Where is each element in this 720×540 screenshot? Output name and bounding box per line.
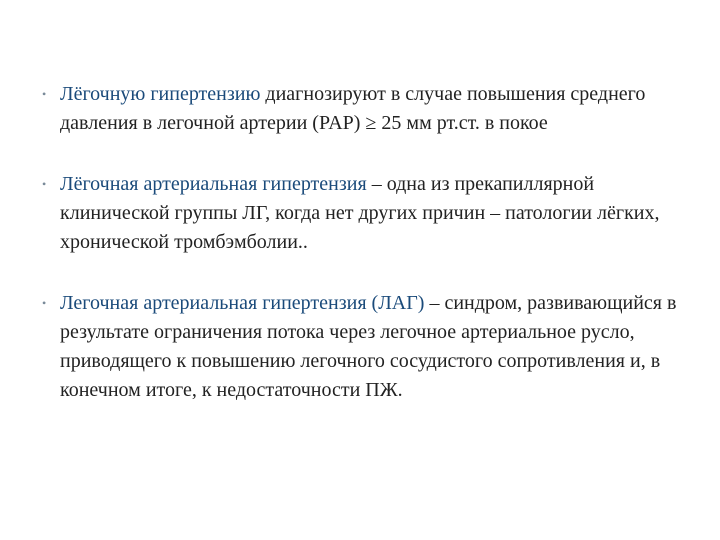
bullet-text: – синдром, развивающийся в результате ограничения потока через легочное артериальное русло, приводящего к повышению легочного сосудистого сопротивления и, в конечном итоге, к недостаточности ПЖ. [60,292,677,401]
bullet-dot: • [42,87,47,101]
bullet-dot: • [42,296,47,310]
bullet-item [36,80,686,138]
bullet-term: Легочная артериальная гипертензия (ЛАГ) [60,292,425,314]
bullet-item [36,170,686,257]
bullet-term: Лёгочная артериальная гипертензия [60,173,367,195]
bullet-item [36,289,686,405]
bullet-text: – одна из прекапиллярной клинической группы ЛГ, когда нет других причин – патологии лёгких, хронической тромбэмболии.. [60,173,660,253]
bullet-dot: • [42,177,47,191]
bullet-term: Лёгочную гипертензию [60,83,261,105]
bullet-text: диагнозируют в случае повышения среднего давления в легочной артерии (PAP) ≥ 25 мм рт.ст. в покое [60,83,646,134]
bullet-list [36,80,686,437]
